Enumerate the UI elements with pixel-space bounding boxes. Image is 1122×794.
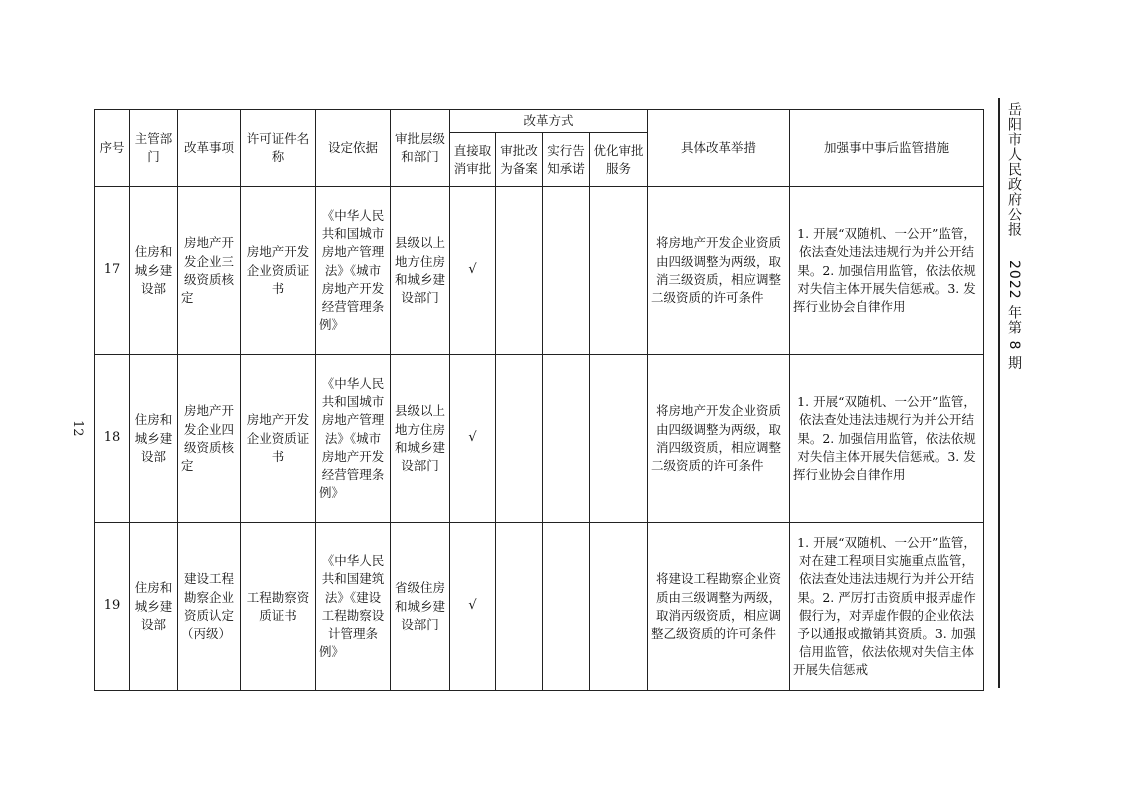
cell-record xyxy=(496,355,543,523)
cell-optimize xyxy=(590,523,648,691)
cell-cancel: √ xyxy=(450,355,496,523)
cell-seq: 19 xyxy=(95,523,130,691)
cell-measures: 将房地产开发企业资质由四级调整为两级，取消四级资质，相应调整二级资质的许可条件 xyxy=(648,355,790,523)
cell-notify xyxy=(543,355,590,523)
cell-supervision: 1. 开展“双随机、一公开”监管，依法查处违法违规行为并公开结果。2. 加强信用监管，依法依规对失信主体开展失信惩戒。3. 发挥行业协会自律作用 xyxy=(790,355,984,523)
cell-dept: 住房和城乡建设部 xyxy=(130,355,178,523)
cell-license: 工程勘察资质证书 xyxy=(241,523,316,691)
col-mode-cancel-header: 直接取消审批 xyxy=(450,133,496,187)
cell-record xyxy=(496,523,543,691)
col-mode-record-header: 审批改为备案 xyxy=(496,133,543,187)
col-seq-header: 序号 xyxy=(95,110,130,187)
cell-basis: 《中华人民共和国建筑法》《建设工程勘察设计管理条例》 xyxy=(316,523,391,691)
cell-cancel: √ xyxy=(450,187,496,355)
cell-optimize xyxy=(590,355,648,523)
page-number: 12 xyxy=(70,420,85,437)
col-measures-header: 具体改革举措 xyxy=(648,110,790,187)
cell-dept: 住房和城乡建设部 xyxy=(130,187,178,355)
issue-number: 2022 年第 8 期 xyxy=(1006,260,1022,372)
cell-notify xyxy=(543,523,590,691)
col-item-header: 改革事项 xyxy=(178,110,241,187)
cell-item: 建设工程勘察企业资质认定（丙级） xyxy=(178,523,241,691)
cell-cancel: √ xyxy=(450,523,496,691)
col-mode-optimize-header: 优化审批服务 xyxy=(590,133,648,187)
col-mode-group-header: 改革方式 xyxy=(450,110,648,133)
table-row xyxy=(95,523,984,691)
col-dept-header: 主管部门 xyxy=(130,110,178,187)
cell-basis: 《中华人民共和国城市房地产管理法》《城市房地产开发经营管理条例》 xyxy=(316,355,391,523)
cell-seq: 17 xyxy=(95,187,130,355)
cell-supervision: 1. 开展“双随机、一公开”监管，依法查处违法违规行为并公开结果。2. 加强信用监管，依法依规对失信主体开展失信惩戒。3. 发挥行业协会自律作用 xyxy=(790,187,984,355)
cell-level: 县级以上地方住房和城乡建设部门 xyxy=(391,355,450,523)
cell-dept: 住房和城乡建设部 xyxy=(130,523,178,691)
cell-measures: 将建设工程勘察企业资质由三级调整为两级，取消丙级资质，相应调整乙级资质的许可条件 xyxy=(648,523,790,691)
cell-level: 省级住房和城乡建设部门 xyxy=(391,523,450,691)
col-basis-header: 设定依据 xyxy=(316,110,391,187)
table-row xyxy=(95,187,984,355)
cell-optimize xyxy=(590,187,648,355)
cell-item: 房地产开发企业四级资质核定 xyxy=(178,355,241,523)
reform-table xyxy=(94,109,984,691)
cell-notify xyxy=(543,187,590,355)
cell-seq: 18 xyxy=(95,355,130,523)
col-license-header: 许可证件名称 xyxy=(241,110,316,187)
cell-basis: 《中华人民共和国城市房地产管理法》《城市房地产开发经营管理条例》 xyxy=(316,187,391,355)
header-rule xyxy=(998,98,1000,688)
col-supervision-header: 加强事中事后监管措施 xyxy=(790,110,984,187)
cell-license: 房地产开发企业资质证书 xyxy=(241,355,316,523)
col-level-header: 审批层级和部门 xyxy=(391,110,450,187)
publication-title: 岳阳市人民政府公报 xyxy=(1006,102,1022,237)
publication-header xyxy=(1004,102,1024,371)
cell-supervision: 1. 开展“双随机、一公开”监管，对在建工程项目实施重点监管，依法查处违法违规行为并公开结果。2. 严厉打击资质申报弄虚作假行为，对弄虚作假的企业依法予以通报或撤销其资质。3. 加强信用监管，依法依规对失信主体开展失信惩戒 xyxy=(790,523,984,691)
cell-item: 房地产开发企业三级资质核定 xyxy=(178,187,241,355)
cell-measures: 将房地产开发企业资质由四级调整为两级，取消三级资质，相应调整二级资质的许可条件 xyxy=(648,187,790,355)
col-mode-notify-header: 实行告知承诺 xyxy=(543,133,590,187)
cell-record xyxy=(496,187,543,355)
cell-license: 房地产开发企业资质证书 xyxy=(241,187,316,355)
cell-level: 县级以上地方住房和城乡建设部门 xyxy=(391,187,450,355)
table-row xyxy=(95,355,984,523)
